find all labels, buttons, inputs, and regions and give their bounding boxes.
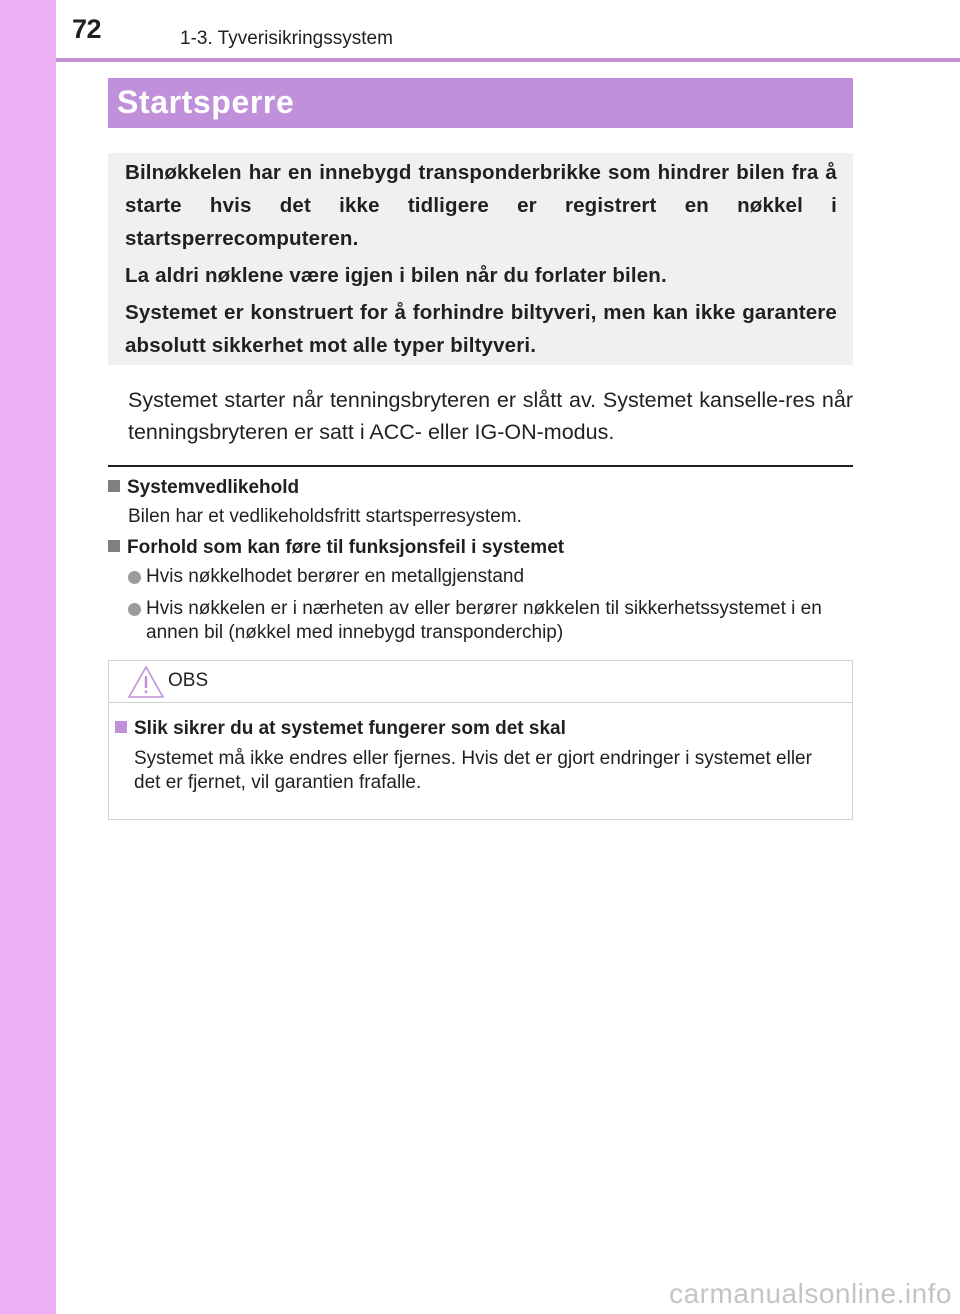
lead-text: Systemet starter når tenningsbryteren er slått av. Systemet kanselle-res når tenningsbryteren er satt i ACC- eller IG-ON-modus.: [128, 388, 853, 444]
side-color-bar: [0, 0, 56, 1314]
intro-paragraph: Bilnøkkelen har en innebygd transponderbrikke som hindrer bilen fra å starte hvis det ikke tidligere er registrert en nøkkel i startsperrecomputeren.: [125, 161, 837, 250]
maintenance-text: Bilen har et vedlikeholdsfritt startsperresystem.: [128, 506, 522, 527]
maintenance-section: [108, 476, 853, 529]
square-bullet-icon: [108, 480, 120, 492]
square-bullet-icon: [115, 721, 127, 733]
title-band: [108, 78, 853, 128]
malfunction-heading-text: Forhold som kan føre til funksjonsfeil i systemet: [127, 537, 565, 558]
section-divider: [108, 465, 853, 467]
maintenance-heading-text: Systemvedlikehold: [127, 477, 300, 498]
notice-text: Systemet må ikke endres eller fjernes. Hvis det er gjort endringer i systemet eller det er fjernet, vil garantien frafalle.: [134, 748, 812, 793]
notice-header: [109, 661, 852, 703]
maintenance-heading: [108, 476, 853, 500]
circle-bullet-icon: [128, 603, 141, 616]
notice-box: [108, 660, 853, 820]
page-title: Startsperre: [117, 84, 295, 120]
intro-box: [108, 153, 853, 365]
list-item: [108, 597, 853, 645]
list-item-text: Hvis nøkkelen er i nærheten av eller berører nøkkelen til sikkerhetssystemet i en annen bil (nøkkel med innebygd transponderchip): [146, 598, 822, 643]
intro-paragraph: La aldri nøklene være igjen i bilen når du forlater bilen.: [125, 264, 667, 287]
notice-heading: [109, 717, 852, 741]
circle-bullet-icon: [128, 571, 141, 584]
watermark: carmanualsonline.info: [669, 1278, 952, 1309]
notice-heading-text: Slik sikrer du at systemet fungerer som det skal: [134, 718, 566, 739]
warning-triangle-icon: [127, 665, 165, 699]
malfunction-heading: [108, 536, 853, 560]
list-item-text: Hvis nøkkelhodet berører en metallgjenstand: [146, 566, 525, 587]
notice-label: OBS: [168, 670, 209, 691]
section-header: 1-3. Tyverisikringssystem: [180, 28, 393, 49]
header-rule: [56, 58, 960, 62]
notice-body: [109, 717, 852, 795]
square-bullet-icon: [108, 540, 120, 552]
intro-paragraph: Systemet er konstruert for å forhindre biltyveri, men kan ikke garantere absolutt sikkerhet mot alle typer biltyveri.: [125, 301, 837, 357]
page-number: 72: [72, 14, 102, 44]
list-item: [108, 565, 853, 589]
malfunction-section: [108, 536, 853, 645]
